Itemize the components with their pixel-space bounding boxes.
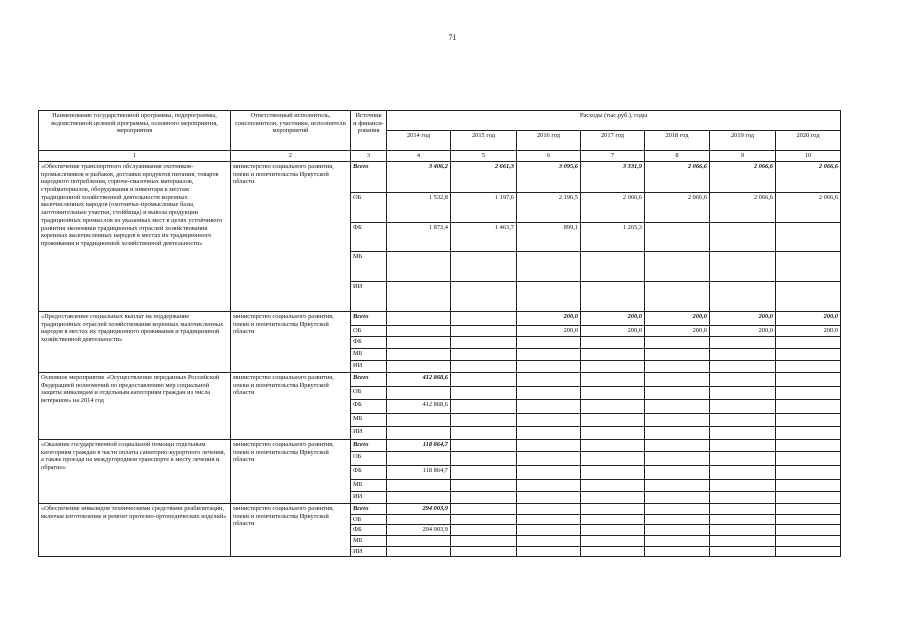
value-cell: 2 661,3 [451,162,517,193]
value-cell [451,387,517,400]
value-cell [517,337,581,349]
page-number: 71 [448,33,457,42]
table-row [39,373,841,387]
value-cell [387,326,451,337]
value-cell [710,252,776,282]
funding-source-cell: ОБ [351,514,387,525]
funding-source-cell: ИИ [351,427,387,440]
value-cell [710,400,776,414]
value-cell [387,452,451,466]
funding-source-cell: ОБ [351,387,387,400]
value-cell: 1 265,3 [581,223,645,252]
value-cell [645,492,710,504]
header-expenses-cell: Расходы (тыс.руб.), годы [387,111,841,131]
value-cell [645,349,710,361]
value-cell [710,440,776,452]
value-cell: 412 868,6 [387,400,451,414]
value-cell [387,414,451,427]
value-cell [451,373,517,387]
value-cell: 2 066,6 [710,162,776,193]
value-cell [776,373,841,387]
value-cell [517,536,581,547]
value-cell [710,466,776,480]
value-cell [387,514,451,525]
value-cell: 200,0 [645,312,710,326]
value-cell [451,400,517,414]
executor-cell: министерство социального развития, опеки и попечительства Иркутской области [231,373,351,440]
funding-source-cell: ОБ [351,326,387,337]
table-row [39,312,841,326]
value-cell [451,504,517,515]
header-source-cell: Источник и финанси-рования [351,111,387,151]
value-cell [776,514,841,525]
value-cell [451,480,517,492]
value-cell: 2 196,5 [517,193,581,223]
value-cell [776,361,841,373]
value-cell [776,387,841,400]
value-cell [776,492,841,504]
value-cell: 3 331,9 [581,162,645,193]
value-cell [710,480,776,492]
measure-name-cell: «Обеспечение транспортного обслуживания охотников-промысловиков и рыбаков, доставки продуктов питания, товаров народного потребления, горюче-смазочных материалов, стройматериалов, оборудования и инвентаря к местам традиционной хозяйственной деятельности коренных малочисленных народов (охотничье-промысловые базы, заготовительные участки, стойбища) и вывоза продукции традиционных промыслов из указанных мест в целях устойчивого развития экономики традиционных отраслей хозяйствования коренных малочисленных народов в местах их традиционного проживания и традиционной хозяйственной деятельности» [39,162,231,312]
value-cell [451,414,517,427]
value-cell [581,546,645,557]
table-row [39,440,841,452]
value-cell [387,337,451,349]
value-cell [387,282,451,312]
value-cell [776,504,841,515]
value-cell [581,492,645,504]
value-cell [517,387,581,400]
header-name-cell: Наименование государственной программы, подпрограммы, ведомственной целевой программы, основного мероприятия, мероприятия [39,111,231,151]
column-number: 3 [351,151,387,162]
measure-name-cell: Основное мероприятие «Осуществление переданных Российской Федерацией полномочий по предоставлению мер социальной защиты инвалидам и отдельным категориям граждан из числа ветеранов» на 2014 год [39,373,231,440]
value-cell [517,427,581,440]
value-cell [387,427,451,440]
value-cell [581,452,645,466]
table-row [39,162,841,193]
value-cell: 2 066,6 [645,193,710,223]
column-number: 10 [776,151,841,162]
value-cell [710,525,776,536]
value-cell [581,427,645,440]
funding-source-cell: МБ [351,536,387,547]
value-cell [451,525,517,536]
value-cell [710,373,776,387]
value-cell: 899,1 [517,223,581,252]
funding-source-cell: Всего [351,162,387,193]
value-cell [517,400,581,414]
value-cell [387,361,451,373]
value-cell [581,514,645,525]
value-cell [776,525,841,536]
value-cell [645,514,710,525]
value-cell [451,492,517,504]
value-cell [387,492,451,504]
value-cell [581,525,645,536]
year-header-2019: 2019 год [710,131,776,151]
value-cell: 1 197,6 [451,193,517,223]
value-cell [710,427,776,440]
funding-source-cell: МБ [351,252,387,282]
value-cell: 294 003,9 [387,504,451,515]
value-cell [517,282,581,312]
value-cell [387,387,451,400]
value-cell [710,223,776,252]
column-number: 2 [231,151,351,162]
value-cell [581,337,645,349]
value-cell: 118 864,7 [387,440,451,452]
value-cell: 200,0 [710,312,776,326]
value-cell [581,536,645,547]
value-cell [645,504,710,515]
value-cell [776,452,841,466]
expenses-table [38,110,841,557]
value-cell [776,337,841,349]
value-cell [517,525,581,536]
value-cell [710,492,776,504]
funding-source-cell: Всего [351,312,387,326]
value-cell [645,223,710,252]
value-cell [645,466,710,480]
value-cell [581,440,645,452]
value-cell: 1 873,4 [387,223,451,252]
value-cell [451,252,517,282]
executor-cell: министерство социального развития, опеки и попечительства Иркутской области [231,312,351,373]
value-cell [710,536,776,547]
value-cell [517,504,581,515]
value-cell [645,536,710,547]
value-cell [517,546,581,557]
value-cell [451,427,517,440]
value-cell [581,504,645,515]
value-cell: 2 066,6 [645,162,710,193]
funding-source-cell: Всего [351,504,387,515]
value-cell [645,361,710,373]
value-cell [645,452,710,466]
value-cell [645,282,710,312]
value-cell: 2 066,6 [710,193,776,223]
value-cell [710,414,776,427]
value-cell [581,373,645,387]
year-header-2017: 2017 год [581,131,645,151]
value-cell [710,514,776,525]
value-cell [387,536,451,547]
funding-source-cell: ИИ [351,492,387,504]
funding-source-cell: ОБ [351,193,387,223]
column-number: 8 [645,151,710,162]
value-cell [645,337,710,349]
funding-source-cell: МБ [351,480,387,492]
value-cell [776,252,841,282]
value-cell [581,466,645,480]
value-cell [776,400,841,414]
value-cell [581,480,645,492]
funding-source-cell: ФБ [351,525,387,536]
value-cell [776,414,841,427]
column-number-row [39,151,841,162]
column-number: 9 [710,151,776,162]
column-number: 1 [39,151,231,162]
measure-name-cell: «Обеспечение инвалидов техническими средствами реабилитации, включая изготовление и ремонт протезно-ортопедических изделий» [39,504,231,557]
value-cell [776,480,841,492]
value-cell [451,312,517,326]
value-cell [517,466,581,480]
value-cell [710,361,776,373]
value-cell [517,252,581,282]
value-cell [776,466,841,480]
executor-cell: министерство социального развития, опеки и попечительства Иркутской области [231,440,351,504]
value-cell [581,400,645,414]
value-cell [387,252,451,282]
value-cell [451,349,517,361]
funding-source-cell: ИИ [351,361,387,373]
value-cell [645,387,710,400]
year-header-2015: 2015 год [451,131,517,151]
value-cell: 1 463,7 [451,223,517,252]
value-cell [710,282,776,312]
value-cell: 200,0 [581,326,645,337]
measure-name-cell: «Оказание государственной социальной помощи отдельным категориям граждан в части оплаты санаторно-курортного лечения, а также проезда на междугороднем транспорте к месту лечения и обратно» [39,440,231,504]
value-cell [517,452,581,466]
value-cell: 200,0 [517,312,581,326]
value-cell [710,452,776,466]
value-cell [645,440,710,452]
value-cell [517,361,581,373]
value-cell: 1 532,8 [387,193,451,223]
value-cell [776,546,841,557]
value-cell: 200,0 [645,326,710,337]
column-number: 5 [451,151,517,162]
year-header-2016: 2016 год [517,131,581,151]
value-cell [517,514,581,525]
funding-source-cell: ФБ [351,400,387,414]
table-body [39,111,841,557]
year-header-2020: 2020 год [776,131,841,151]
funding-source-cell: ФБ [351,466,387,480]
funding-source-cell: МБ [351,349,387,361]
funding-source-cell: ФБ [351,223,387,252]
value-cell [451,440,517,452]
funding-source-cell: ФБ [351,337,387,349]
column-number: 6 [517,151,581,162]
value-cell [645,427,710,440]
value-cell [517,414,581,427]
value-cell [645,414,710,427]
value-cell [387,349,451,361]
value-cell [581,282,645,312]
value-cell: 200,0 [776,326,841,337]
value-cell [451,337,517,349]
value-cell [581,387,645,400]
value-cell [451,361,517,373]
value-cell: 200,0 [776,312,841,326]
value-cell [710,546,776,557]
value-cell [776,440,841,452]
value-cell [517,373,581,387]
table-row [39,504,841,515]
value-cell [710,349,776,361]
value-cell [451,466,517,480]
value-cell [517,492,581,504]
measure-name-cell: «Предоставление социальных выплат на поддержание традиционных отраслей хозяйствования коренных малочисленных народов в местах их традиционного проживания и традиционной хозяйственной деятельности» [39,312,231,373]
value-cell [451,282,517,312]
value-cell [581,414,645,427]
value-cell [451,536,517,547]
value-cell: 200,0 [581,312,645,326]
year-header-2018: 2018 год [645,131,710,151]
value-cell [776,223,841,252]
value-cell: 3 406,2 [387,162,451,193]
value-cell [776,427,841,440]
value-cell [451,514,517,525]
column-number: 7 [581,151,645,162]
value-cell [645,546,710,557]
executor-cell: министерство социального развития, опеки и попечительства Иркутской области [231,162,351,312]
value-cell [776,349,841,361]
value-cell [710,387,776,400]
value-cell [517,480,581,492]
value-cell: 294 003,9 [387,525,451,536]
value-cell [776,282,841,312]
value-cell [451,452,517,466]
value-cell: 200,0 [517,326,581,337]
value-cell [387,546,451,557]
funding-source-cell: ОБ [351,452,387,466]
column-number: 4 [387,151,451,162]
value-cell [581,252,645,282]
value-cell: 412 868,6 [387,373,451,387]
value-cell: 2 066,6 [581,193,645,223]
year-header-2014: 2014 год [387,131,451,151]
funding-source-cell: ИИ [351,546,387,557]
value-cell [776,536,841,547]
value-cell [581,361,645,373]
value-cell [645,400,710,414]
executor-cell: министерство социального развития, опеки и попечительства Иркутской области [231,504,351,557]
header-exec-cell: Ответственный исполнитель, соисполнители, участники, исполнители мероприятий [231,111,351,151]
header-row [39,111,841,131]
value-cell: 200,0 [710,326,776,337]
funding-source-cell: Всего [351,373,387,387]
value-cell [645,525,710,536]
value-cell [581,349,645,361]
value-cell [645,252,710,282]
funding-source-cell: ИИ [351,282,387,312]
value-cell [645,480,710,492]
funding-source-cell: Всего [351,440,387,452]
value-cell: 3 095,6 [517,162,581,193]
value-cell [710,504,776,515]
value-cell [517,440,581,452]
value-cell: 118 864,7 [387,466,451,480]
funding-source-cell: МБ [351,414,387,427]
value-cell [387,480,451,492]
value-cell [645,373,710,387]
value-cell [517,349,581,361]
value-cell: 2 066,6 [776,193,841,223]
value-cell [710,337,776,349]
value-cell [387,312,451,326]
value-cell: 2 066,6 [776,162,841,193]
value-cell [451,326,517,337]
value-cell [451,546,517,557]
